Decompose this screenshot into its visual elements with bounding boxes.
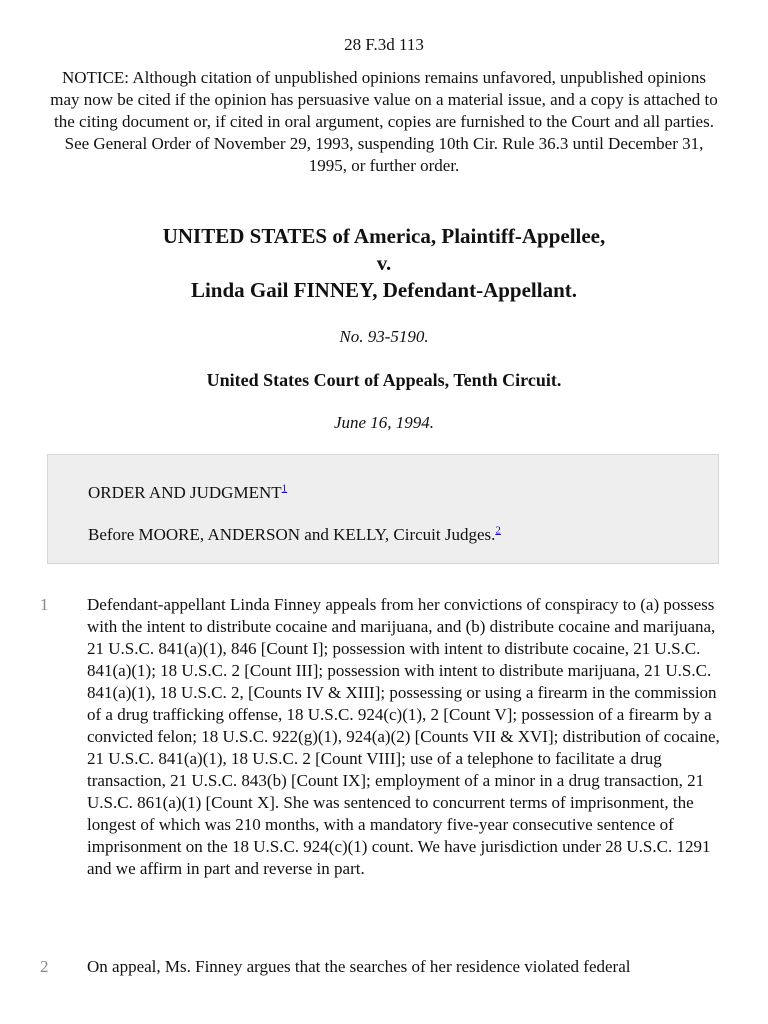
order-title-line xyxy=(88,483,287,503)
caption-defendant: Linda Gail FINNEY, Defendant-Appellant. xyxy=(190,278,578,302)
order-box xyxy=(47,454,719,564)
docket-number: No. 93-5190. xyxy=(339,327,429,346)
caption-versus: v. xyxy=(376,251,392,275)
paragraph-text: Defendant-appellant Linda Finney appeals from her convictions of conspiracy to (a) possess with the intent to distribute cocaine and marijuana, and (b) distribute cocaine and marijuana, 21 U.S.C. 841(a)(1), 846 [Count I]; possession with intent to distribute cocaine, 21 U.S.C. 841(a)(1); 18 U.S.C. 2 [Count III]; possession with intent to distribute marijuana, 21 U.S.C. 841(a)(1), 18 U.S.C. 2, [Counts IV & XIII]; possessing or using a firearm in the commission of a drug trafficking offense, 18 U.S.C. 924(c)(1), 2 [Count V]; possession of a firearm by a convicted felon; 18 U.S.C. 922(g)(1), 924(a)(2) [Counts VII & XVI]; distribution of cocaine, 21 U.S.C. 841(a)(1), 18 U.S.C. 2 [Count VIII]; use of a telephone to facilitate a drug transaction, 21 U.S.C. 843(b) [Count IX]; employment of a minor in a drug transaction, 21 U.S.C. 861(a)(1) [Count X]. She was sentenced to concurrent terms of imprisonment, the longest of which was 210 months, with a mandatory five-year consecutive sentence of imprisonment on the 18 U.S.C. 924(c)(1) count. We have jurisdiction under 28 U.S.C. 1291 and we affirm in part and reverse in part. xyxy=(87,595,720,878)
order-title: ORDER AND JUDGMENT xyxy=(88,483,282,502)
judges-text: Before MOORE, ANDERSON and KELLY, Circuit Judges. xyxy=(88,525,496,544)
decision-date: June 16, 1994. xyxy=(333,413,435,432)
judges-line xyxy=(88,525,501,545)
case-caption xyxy=(0,223,768,304)
case-citation: 28 F.3d 113 xyxy=(344,35,424,54)
footnote-link-1[interactable]: 1 xyxy=(281,482,288,495)
paragraph-number: 2 xyxy=(40,957,49,976)
publication-notice: NOTICE: Although citation of unpublished opinions remains unfavored, unpublished opinions may now be cited if the opinion has persuasive value on a material issue, and a copy is attached to the citing document or, if cited in oral argument, copies are furnished to the Court and all parties. See General Order of November 29, 1993, suspending 10th Cir. Rule 36.3 until December 31, 1995, or further order. xyxy=(50,68,718,175)
footnote-link-2[interactable]: 2 xyxy=(495,524,501,537)
paragraph-text: On appeal, Ms. Finney argues that the searches of her residence violated federal xyxy=(87,957,631,976)
caption-plaintiff: UNITED STATES of America, Plaintiff-Appellee, xyxy=(162,224,606,248)
paragraph-number: 1 xyxy=(40,595,49,614)
court-name: United States Court of Appeals, Tenth Circuit. xyxy=(206,370,562,390)
